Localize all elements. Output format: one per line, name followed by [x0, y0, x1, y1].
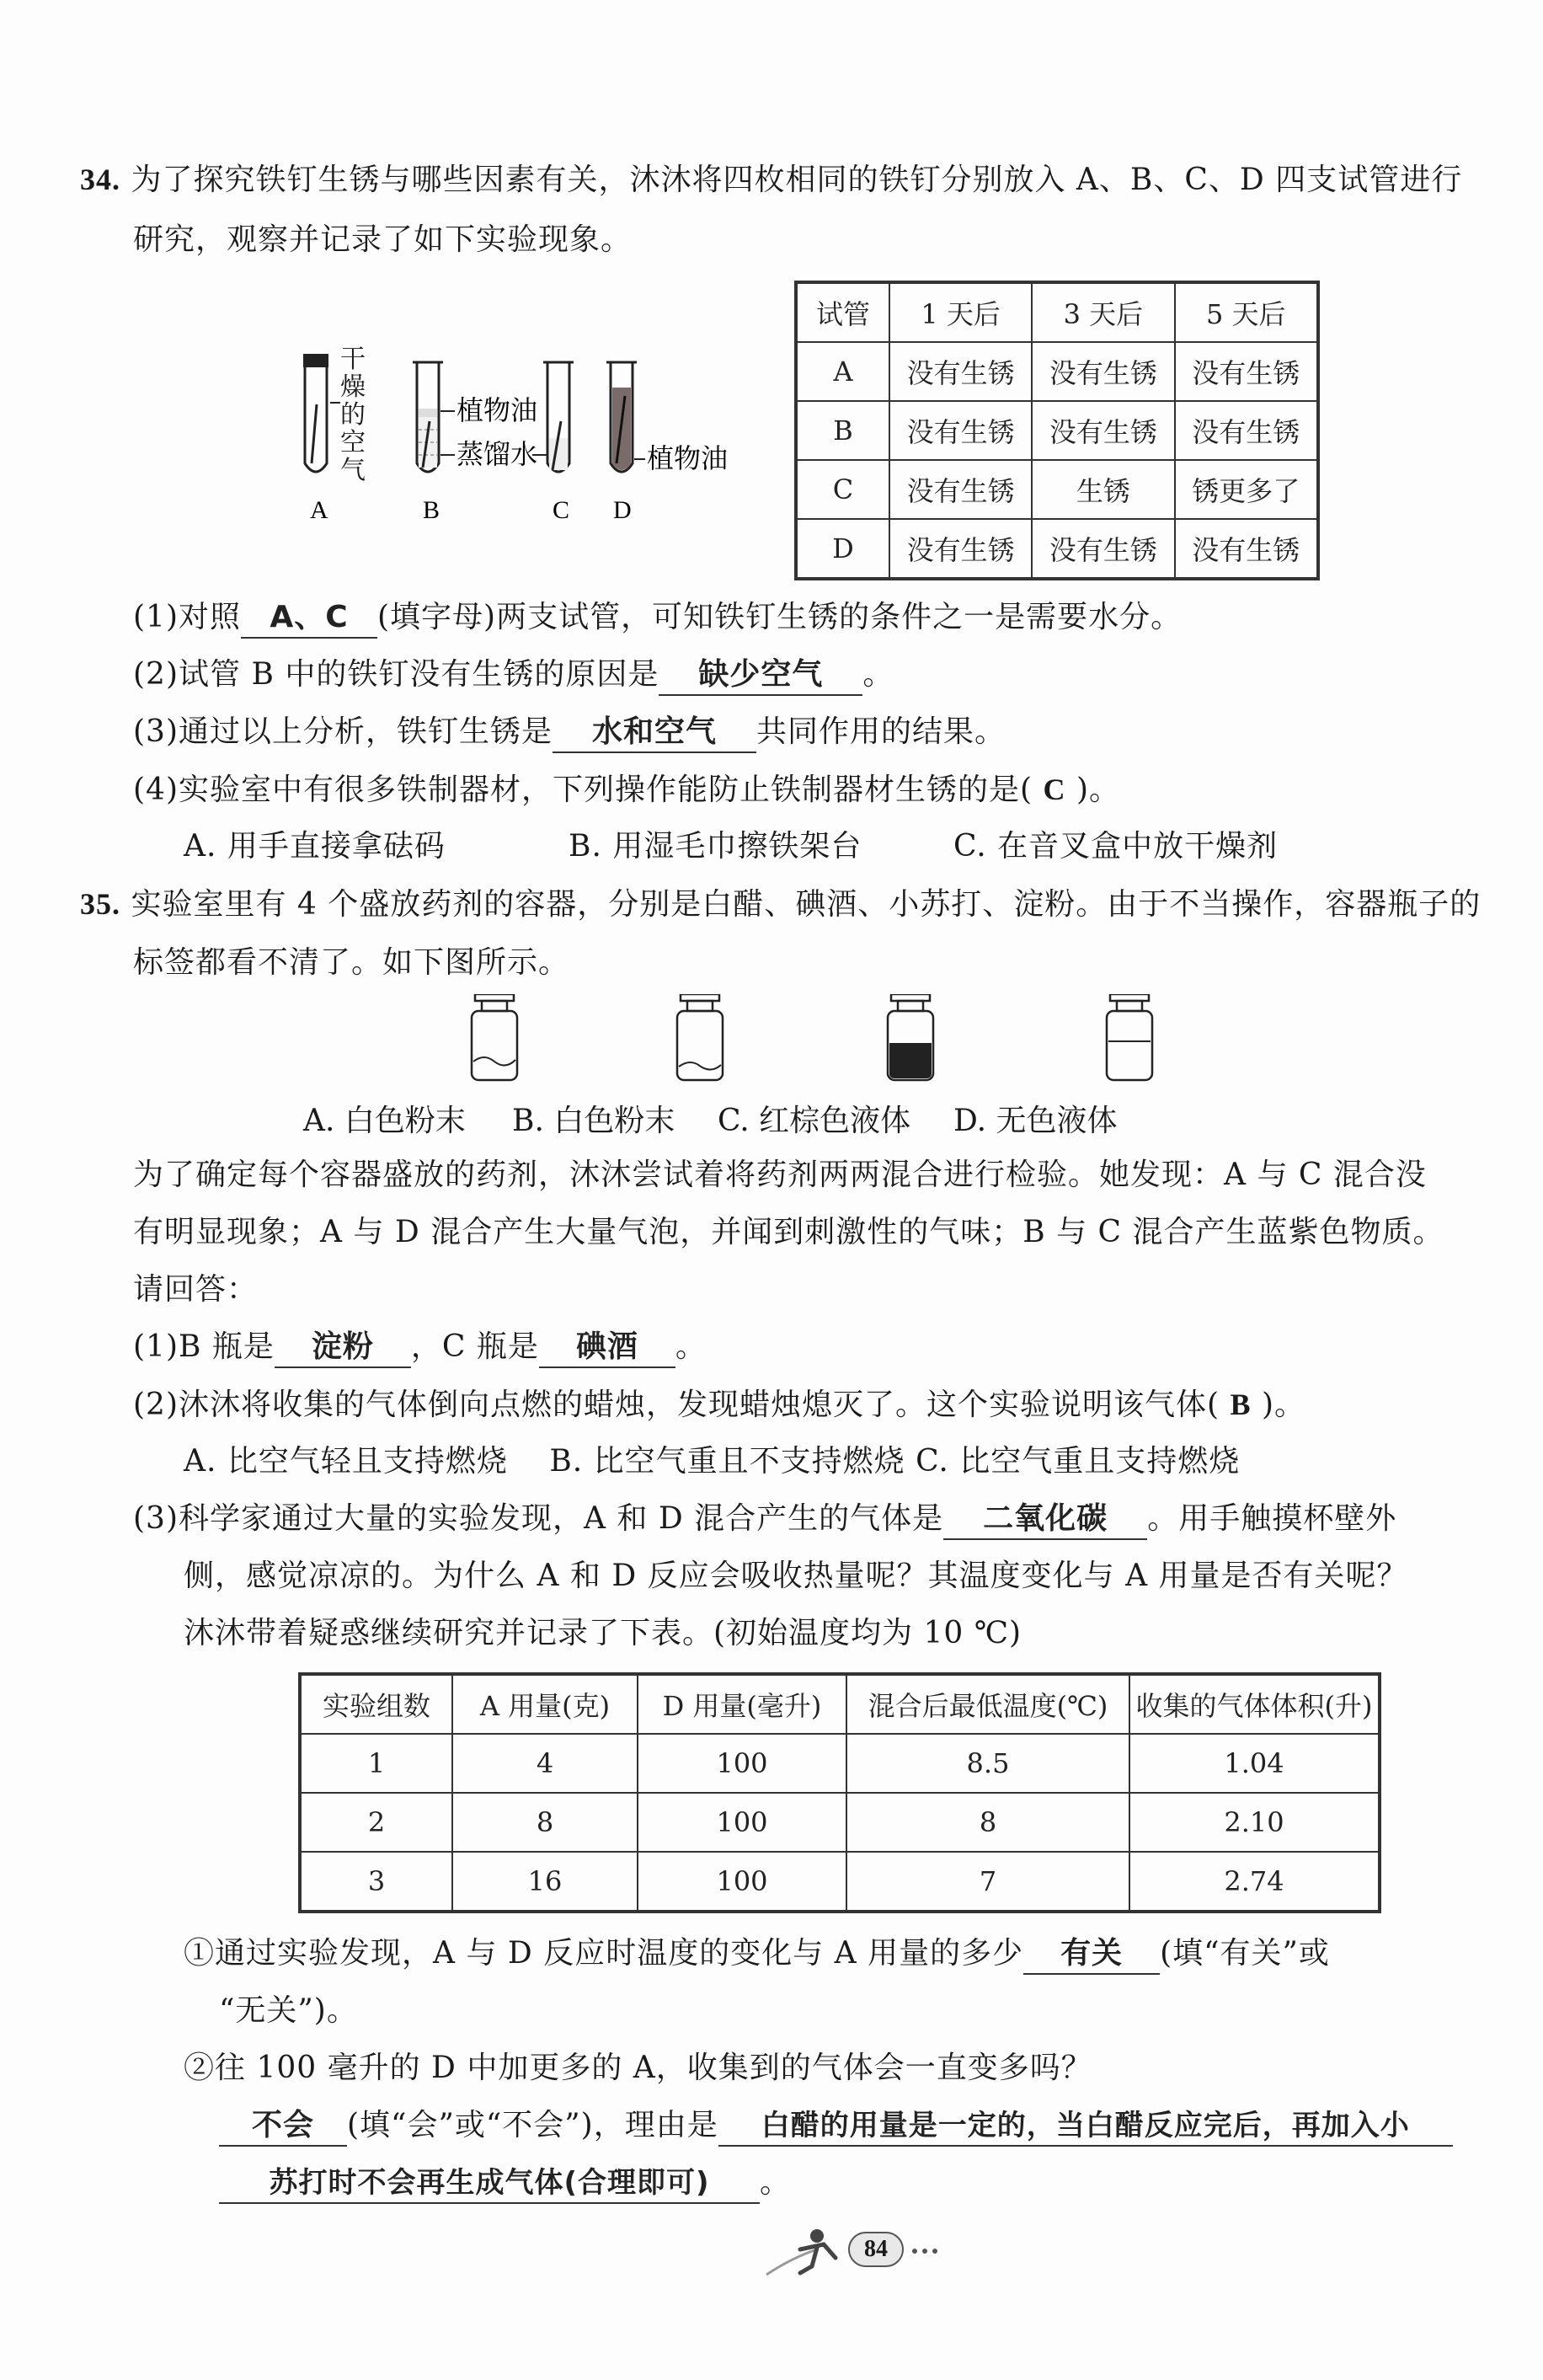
air-label: 干燥的空气: [340, 345, 366, 485]
q34-part4-text: (4)实验室中有很多铁制器材，下列操作能防止铁制器材生锈的是(: [133, 773, 1033, 807]
q35-sub2-line3: [219, 2163, 791, 2204]
table-cell: 没有生锈: [1175, 342, 1319, 401]
q34-stem-line2: 研究，观察并记录了如下实验现象。: [133, 222, 633, 257]
table-cell: 7: [846, 1852, 1129, 1912]
veg-oil-label-2: 植物油: [647, 442, 729, 474]
q34-option-c: C. 在音叉盒中放干燥剂: [953, 829, 1279, 864]
q35-para-line1: 为了确定每个容器盛放的药剂，沐沐尝试着将药剂两两混合进行检验。她发现：A 与 C 混合没: [133, 1158, 1427, 1192]
bottle-a: [472, 994, 517, 1080]
bottle-c: [888, 994, 933, 1080]
q34-part2-text: (2)试管 B 中的铁钉没有生锈的原因是: [133, 657, 659, 692]
q35-part3-line1: [133, 1500, 1396, 1540]
tube-b: [413, 362, 455, 524]
q35-part2-answer: B: [1230, 1388, 1252, 1421]
tube-d: [606, 362, 645, 524]
q35-sub2-answer2: 白醋的用量是一定的，当白醋反应完后，再加入小: [718, 2106, 1453, 2147]
q35-sub1-line1: [184, 1934, 1330, 1975]
q35-part2-options: A. 比空气轻且支持燃烧 B. 比空气重且不支持燃烧 C. 比空气重且支持燃烧: [184, 1444, 1241, 1479]
q34-number: 34.: [80, 163, 120, 196]
q34-option-b: B. 用湿毛巾擦铁架台: [569, 829, 862, 864]
table-header: 5 天后: [1175, 282, 1319, 342]
table-row: [300, 1734, 1380, 1793]
bottle-d-label: D. 无色液体: [953, 1104, 1118, 1138]
q35-sub2-line1: ②往 100 毫升的 D 中加更多的 A，收集到的气体会一直变多吗？: [184, 2051, 1092, 2085]
table-row: [796, 460, 1318, 519]
tube-d-label: D: [613, 496, 632, 524]
table-row: [300, 1793, 1380, 1852]
q35-part3-line3: 沐沐带着疑惑继续研究并记录了下表。(初始温度均为 10 ℃): [184, 1616, 1022, 1650]
q34-part1-text: (1)对照: [133, 600, 241, 634]
table-row: [796, 401, 1318, 460]
q34-part2-text-post: 。: [862, 657, 894, 692]
tube-a-label: A: [310, 496, 328, 524]
q35-part2-text: (2)沐沐将收集的气体倒向点燃的蜡烛，发现蜡烛熄灭了。这个实验说明该气体(: [133, 1388, 1220, 1422]
table-cell: 100: [638, 1734, 846, 1793]
q35-part3-text-post: 。用手触摸杯壁外: [1147, 1501, 1397, 1536]
table-row: [796, 342, 1318, 401]
q35-part2-text-post: )。: [1261, 1388, 1306, 1422]
table-cell: 3: [300, 1852, 452, 1912]
page-number: 84: [864, 2236, 888, 2262]
q34-part4-text-post: )。: [1076, 773, 1120, 807]
q34-part3-answer: 水和空气: [553, 713, 756, 753]
table-cell: 锈更多了: [1175, 460, 1319, 519]
q35-sub2-text-post: 。: [760, 2165, 792, 2200]
table-cell: 8: [846, 1793, 1129, 1852]
page-footer: [758, 2224, 960, 2286]
q34-part1: [133, 598, 1182, 639]
table-header-row: [300, 1674, 1380, 1734]
table-cell: 没有生锈: [1032, 342, 1174, 401]
tube-a: [303, 354, 340, 524]
q34-stem-text1: 为了探究铁钉生锈与哪些因素有关，沐沐将四枚相同的铁钉分别放入 A、B、C、D 四支试管进行: [131, 163, 1463, 197]
table-cell: 16: [452, 1852, 638, 1912]
q35-part3-line2: 侧，感觉凉凉的。为什么 A 和 D 反应会吸收热量呢？其温度变化与 A 用量是否有关呢？: [184, 1559, 1408, 1593]
q34-part3-text-post: 共同作用的结果。: [756, 714, 1006, 749]
q35-part3-text: (3)科学家通过大量的实验发现，A 和 D 混合产生的气体是: [133, 1501, 944, 1536]
tube-c-label: C: [553, 496, 570, 524]
q34-part1-text-post: (填字母)两支试管，可知铁钉生锈的条件之一是需要水分。: [377, 600, 1183, 634]
table-cell: 2.10: [1129, 1793, 1380, 1852]
q34-part1-answer: A、C: [241, 598, 377, 639]
bottle-b: [677, 994, 723, 1080]
q35-part1-answer1: 淀粉: [275, 1328, 411, 1368]
table-cell: 生锈: [1032, 460, 1174, 519]
q35-para-line3: 请回答：: [133, 1272, 259, 1307]
q35-part1-answer2: 碘酒: [539, 1328, 675, 1368]
q34-part2-answer: 缺少空气: [659, 655, 862, 696]
table-header: 1 天后: [889, 282, 1032, 342]
bottle-c-label: C. 红棕色液体: [718, 1104, 911, 1138]
distilled-water-label: 蒸馏水: [456, 438, 538, 470]
table-cell: 4: [452, 1734, 638, 1793]
table-cell: 8.5: [846, 1734, 1129, 1793]
q34-option-a: A. 用手直接拿砝码: [184, 829, 446, 864]
table-cell: 100: [638, 1793, 846, 1852]
q34-stem-line1: [80, 160, 1462, 200]
table-header: 混合后最低温度(℃): [846, 1674, 1129, 1734]
table-cell: 没有生锈: [889, 519, 1032, 579]
q35-stem-line2: 标签都看不清了。如下图所示。: [133, 945, 570, 980]
table-cell: D: [796, 519, 889, 579]
table-cell: 没有生锈: [1175, 401, 1319, 460]
tube-c: [532, 362, 574, 524]
table-header: 实验组数: [300, 1674, 452, 1734]
q35-stem-text1: 实验室里有 4 个盛放药剂的容器，分别是白醋、碘酒、小苏打、淀粉。由于不当操作，容器瓶子的: [131, 887, 1482, 922]
q35-part1-text: (1)B 瓶是: [133, 1329, 275, 1364]
bottle-b-label: B. 白色粉末: [512, 1104, 675, 1138]
q34-part3: [133, 713, 1006, 753]
table-row: [796, 519, 1318, 579]
bottle-figure: [455, 994, 1162, 1095]
q35-sub1-line2: “无关”)。: [219, 1993, 358, 2028]
table-cell: 没有生锈: [889, 460, 1032, 519]
table-cell: 没有生锈: [1032, 519, 1174, 579]
table-cell: 没有生锈: [889, 342, 1032, 401]
table-cell: 1: [300, 1734, 452, 1793]
q34-part4-answer: C: [1043, 773, 1066, 806]
q35-sub2-line2: [219, 2106, 1453, 2147]
bottle-d: [1107, 994, 1152, 1080]
q35-sub2-text-mid: (填“会”或“不会”)，理由是: [347, 2108, 718, 2142]
table-cell: B: [796, 401, 889, 460]
table-row: [300, 1852, 1380, 1912]
table-cell: 100: [638, 1852, 846, 1912]
q35-sub2-answer1: 不会: [219, 2106, 347, 2147]
table-cell: 没有生锈: [1175, 519, 1319, 579]
table-header: A 用量(克): [452, 1674, 638, 1734]
table-header-row: [796, 282, 1318, 342]
table-cell: 2.74: [1129, 1852, 1380, 1912]
q34-part4: [133, 770, 1120, 810]
q35-sub1-text-post: (填“有关”或: [1160, 1936, 1330, 1971]
table-header: 收集的气体体积(升): [1129, 1674, 1380, 1734]
table-cell: 2: [300, 1793, 452, 1852]
table-cell: 8: [452, 1793, 638, 1852]
table-cell: 1.04: [1129, 1734, 1380, 1793]
q35-sub1-text: ①通过实验发现，A 与 D 反应时温度的变化与 A 用量的多少: [184, 1936, 1024, 1971]
q35-part1: [133, 1328, 707, 1368]
table-cell: C: [796, 460, 889, 519]
table-cell: 没有生锈: [889, 401, 1032, 460]
q35-sub1-answer: 有关: [1023, 1934, 1160, 1975]
q35-para-line2: 有明显现象；A 与 D 混合产生大量气泡，并闻到刺激性的气味；B 与 C 混合产生蓝紫色物质。: [133, 1215, 1444, 1249]
table-cell: A: [796, 342, 889, 401]
q34-table: [794, 281, 1320, 580]
table-header: 试管: [796, 282, 889, 342]
bottle-a-label: A. 白色粉末: [303, 1104, 466, 1138]
q35-part1-text-post: 。: [675, 1329, 707, 1364]
table-header: 3 天后: [1032, 282, 1174, 342]
q34-part2: [133, 655, 894, 696]
table-cell: 没有生锈: [1032, 401, 1174, 460]
q35-sub2-answer3: 苏打时不会再生成气体(合理即可): [219, 2163, 760, 2204]
tube-b-label: B: [423, 496, 440, 524]
q35-stem-line1: [80, 885, 1481, 924]
q35-part2: [133, 1385, 1305, 1425]
q35-number: 35.: [80, 887, 120, 921]
q35-part3-answer: 二氧化碳: [943, 1500, 1147, 1540]
q34-part3-text: (3)通过以上分析，铁钉生锈是: [133, 714, 553, 749]
q35-table: [298, 1672, 1381, 1913]
veg-oil-label-1: 植物油: [456, 394, 538, 426]
test-tube-figure: [286, 337, 775, 539]
table-header: D 用量(毫升): [638, 1674, 846, 1734]
q35-part1-text-mid: ，C 瓶是: [410, 1329, 539, 1364]
